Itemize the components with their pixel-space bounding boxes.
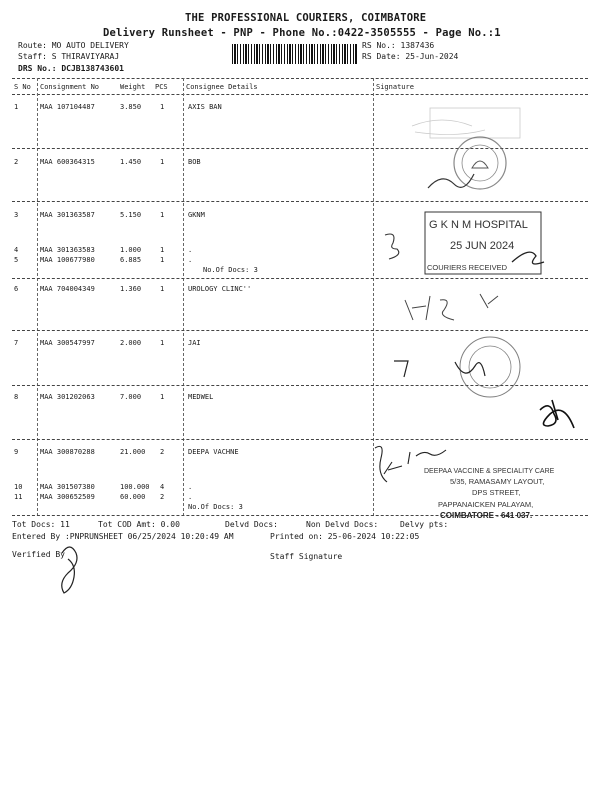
row-sno: 3 — [14, 211, 19, 219]
hospital-stamp-date: 25 JUN 2024 — [450, 240, 515, 252]
row-consignee: MEDWEL — [188, 393, 214, 401]
row-consignment: MAA 107104487 — [40, 103, 95, 111]
hospital-stamp-sub: COURIERS RECEIVED — [427, 263, 508, 272]
runsheet-subtitle: Delivery Runsheet - PNP - Phone No.:0422-3505555 - Page No.:1 — [103, 27, 501, 39]
row-consignee: . — [188, 493, 193, 501]
delivery-points: Delvy pts: — [400, 520, 449, 529]
col-header-signature: Signature — [376, 83, 414, 91]
col-separator — [183, 78, 184, 516]
row-rule — [12, 201, 588, 202]
col-header-pcs: PCS — [155, 83, 168, 91]
row-consignment: MAA 300652509 — [40, 493, 95, 501]
row-sno: 8 — [14, 393, 19, 401]
row-rule — [12, 515, 588, 516]
docs-count-note: No.Of Docs: 3 — [188, 503, 243, 511]
row-consignee: DEEPA VACHNE — [188, 448, 239, 456]
header-rule-top — [12, 78, 588, 79]
entered-by: Entered By :PNPRUNSHEET 06/25/2024 10:20:49 AM — [12, 532, 234, 541]
handwritten-hr-mark — [405, 294, 498, 320]
row-sno: 9 — [14, 448, 19, 456]
staff-label: Staff: S THIRAVIYARAJ — [18, 52, 120, 61]
row-pcs: 1 — [160, 103, 165, 111]
deepa-stamp-line-1: DEEPAA VACCINE & SPECIALITY CARE — [424, 468, 555, 475]
signature-row-3 — [512, 252, 544, 264]
row-sno: 2 — [14, 158, 19, 166]
staff-signature-label: Staff Signature — [270, 552, 343, 561]
bank-stamp — [412, 108, 520, 138]
row-consignment: MAA 301202063 — [40, 393, 95, 401]
rs-date: RS Date: 25-Jun-2024 — [362, 52, 459, 61]
signature-row-9 — [375, 446, 446, 482]
row-weight: 1.360 — [120, 285, 142, 293]
col-header-consignee: Consignee Details — [186, 83, 258, 91]
drs-label: DRS No.: — [18, 64, 57, 73]
row-weight: 6.885 — [120, 256, 142, 264]
signature-row-8 — [540, 400, 574, 428]
row-weight: 7.000 — [120, 393, 142, 401]
row-weight: 1.450 — [120, 158, 142, 166]
total-docs: Tot Docs: 11 — [12, 520, 70, 529]
deepa-stamp-line-4: PAPPANAICKEN PALAYAM, — [438, 500, 534, 509]
barcode — [232, 44, 358, 64]
row-consignment: MAA 100677980 — [40, 256, 95, 264]
col-header-weight: Weight — [120, 83, 146, 91]
row-pcs: 2 — [160, 493, 165, 501]
row-consignee: UROLOGY CLINC'' — [188, 285, 252, 293]
company-title: THE PROFESSIONAL COURIERS, COIMBATORE — [185, 12, 427, 24]
row-consignment: MAA 300870288 — [40, 448, 95, 456]
row-consignee: . — [188, 246, 193, 254]
hospital-stamp-name: G K N M HOSPITAL — [429, 219, 528, 231]
row-pcs: 1 — [160, 256, 165, 264]
row-consignment: MAA 300547997 — [40, 339, 95, 347]
row-sno: 6 — [14, 285, 19, 293]
row-rule — [12, 439, 588, 440]
deepa-stamp-line-5: COIMBATORE - 641 037. — [440, 511, 533, 520]
row-weight: 100.000 — [120, 483, 150, 491]
row-consignment: MAA 600364315 — [40, 158, 95, 166]
non-delivered-docs: Non Delvd Docs: — [306, 520, 379, 529]
row-rule — [12, 385, 588, 386]
row-pcs: 2 — [160, 448, 165, 456]
row-sno: 7 — [14, 339, 19, 347]
row-weight: 2.000 — [120, 339, 142, 347]
row-pcs: 1 — [160, 339, 165, 347]
row-pcs: 1 — [160, 393, 165, 401]
row-consignment: MAA 704004349 — [40, 285, 95, 293]
row-sno: 4 — [14, 246, 19, 254]
drs-value: DCJB138743601 — [61, 64, 124, 73]
row-consignee: . — [188, 483, 193, 491]
row-weight: 21.000 — [120, 448, 146, 456]
row-consignee: JAI — [188, 339, 201, 347]
drs-number — [18, 64, 124, 73]
row-sno: 5 — [14, 256, 19, 264]
row-consignee: BOB — [188, 158, 201, 166]
row-consignment: MAA 301507380 — [40, 483, 95, 491]
row-pcs: 1 — [160, 211, 165, 219]
signature-row-7 — [394, 361, 485, 377]
row-consignee: . — [188, 256, 193, 264]
delivered-docs: Delvd Docs: — [225, 520, 278, 529]
row-rule — [12, 278, 588, 279]
verified-by-label: Verified By — [12, 550, 65, 559]
row-consignee: GKNM — [188, 211, 205, 219]
handwritten-3 — [385, 234, 399, 259]
deepa-stamp-line-3: DPS STREET, — [472, 488, 521, 497]
header-rule-bottom — [12, 94, 588, 95]
row-weight: 5.150 — [120, 211, 142, 219]
col-header-consignment: Consignment No — [40, 83, 100, 91]
row-pcs: 4 — [160, 483, 165, 491]
row-pcs: 1 — [160, 285, 165, 293]
row-pcs: 1 — [160, 246, 165, 254]
clinic-seal — [460, 337, 520, 397]
row-pcs: 1 — [160, 158, 165, 166]
col-separator — [373, 78, 374, 516]
docs-count-note: No.Of Docs: 3 — [203, 266, 258, 274]
rs-number: RS No.: 1387436 — [362, 41, 435, 50]
row-consignee: AXIS BAN — [188, 103, 222, 111]
round-seal — [454, 137, 506, 189]
deepa-stamp-line-2: 5/35, RAMASAMY LAYOUT, — [450, 477, 545, 486]
row-consignment: MAA 301363583 — [40, 246, 95, 254]
col-header-sno: S No — [14, 83, 31, 91]
row-rule — [12, 148, 588, 149]
signature-row-2 — [428, 174, 474, 188]
row-sno: 11 — [14, 493, 23, 501]
row-consignment: MAA 301363587 — [40, 211, 95, 219]
row-rule — [12, 330, 588, 331]
row-weight: 60.000 — [120, 493, 146, 501]
route-label: Route: MO AUTO DELIVERY — [18, 41, 129, 50]
printed-on: Printed on: 25-06-2024 10:22:05 — [270, 532, 420, 541]
row-weight: 3.850 — [120, 103, 142, 111]
row-weight: 1.000 — [120, 246, 142, 254]
total-cod: Tot COD Amt: 0.00 — [98, 520, 180, 529]
row-sno: 1 — [14, 103, 19, 111]
hospital-stamp — [425, 212, 541, 274]
row-sno: 10 — [14, 483, 23, 491]
col-separator — [37, 78, 38, 516]
